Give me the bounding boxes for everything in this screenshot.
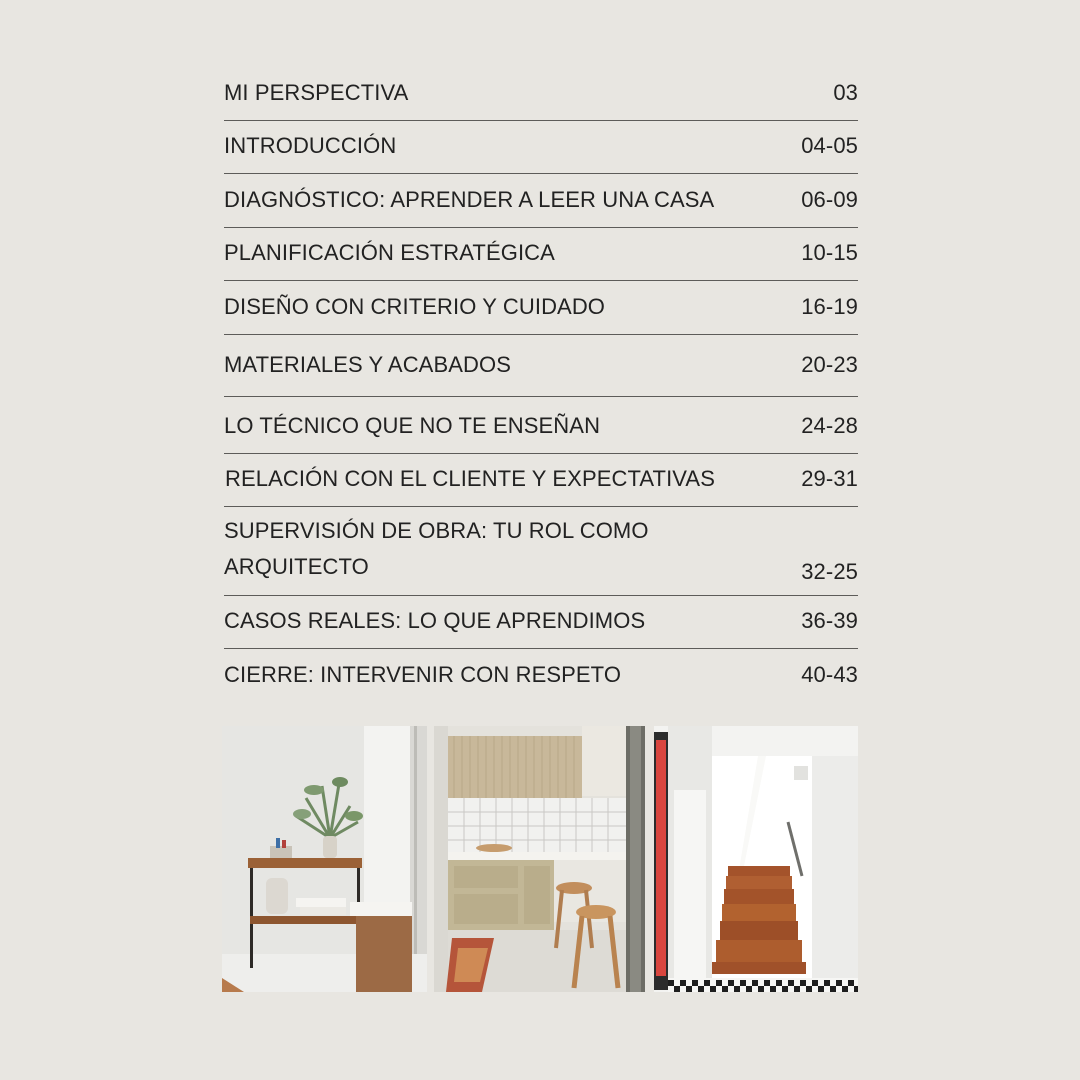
toc-title: DISEÑO CON CRITERIO Y CUIDADO (224, 294, 606, 319)
toc-pages: 32-25 (801, 559, 858, 584)
toc-title: MATERIALES Y ACABADOS (224, 352, 511, 377)
toc-row[interactable] (224, 281, 858, 335)
photo-strip (222, 726, 858, 992)
bathroom-console-photo (222, 726, 427, 992)
toc-pages: 24-28 (801, 413, 858, 438)
toc-pages: 20-23 (801, 352, 858, 377)
toc-row[interactable] (224, 174, 858, 228)
toc-pages: 29-31 (801, 466, 858, 491)
toc-pages: 03 (833, 80, 858, 105)
toc-row[interactable] (224, 68, 858, 121)
toc-title: SUPERVISIÓN DE OBRA: TU ROL COMO ARQUITECTO (224, 518, 649, 579)
toc-pages: 04-05 (801, 133, 858, 158)
toc-pages: 40-43 (801, 662, 858, 687)
toc-title: DIAGNÓSTICO: APRENDER A LEER UNA CASA (224, 187, 715, 212)
toc-row[interactable] (224, 397, 858, 454)
toc-title: MI PERSPECTIVA (224, 80, 409, 105)
toc-pages: 06-09 (801, 187, 858, 212)
kitchen-photo (434, 726, 645, 992)
toc-title: PLANIFICACIÓN ESTRATÉGICA (224, 240, 555, 265)
toc-title: RELACIÓN CON EL CLIENTE Y EXPECTATIVAS (225, 466, 715, 491)
staircase-photo (654, 726, 858, 992)
toc-row[interactable] (224, 507, 858, 596)
toc-row[interactable] (224, 228, 858, 281)
toc-title: INTRODUCCIÓN (224, 133, 397, 158)
toc-title: CIERRE: INTERVENIR CON RESPETO (224, 662, 622, 687)
table-of-contents (224, 68, 858, 702)
toc-title: LO TÉCNICO QUE NO TE ENSEÑAN (224, 413, 601, 438)
toc-row[interactable] (224, 335, 858, 397)
toc-row[interactable] (224, 649, 858, 702)
toc-row[interactable] (224, 121, 858, 174)
toc-pages: 36-39 (801, 608, 858, 633)
toc-row[interactable] (224, 596, 858, 649)
toc-pages: 16-19 (801, 294, 858, 319)
toc-pages: 10-15 (801, 240, 858, 265)
toc-title: CASOS REALES: LO QUE APRENDIMOS (224, 608, 646, 633)
toc-row[interactable] (224, 454, 858, 507)
